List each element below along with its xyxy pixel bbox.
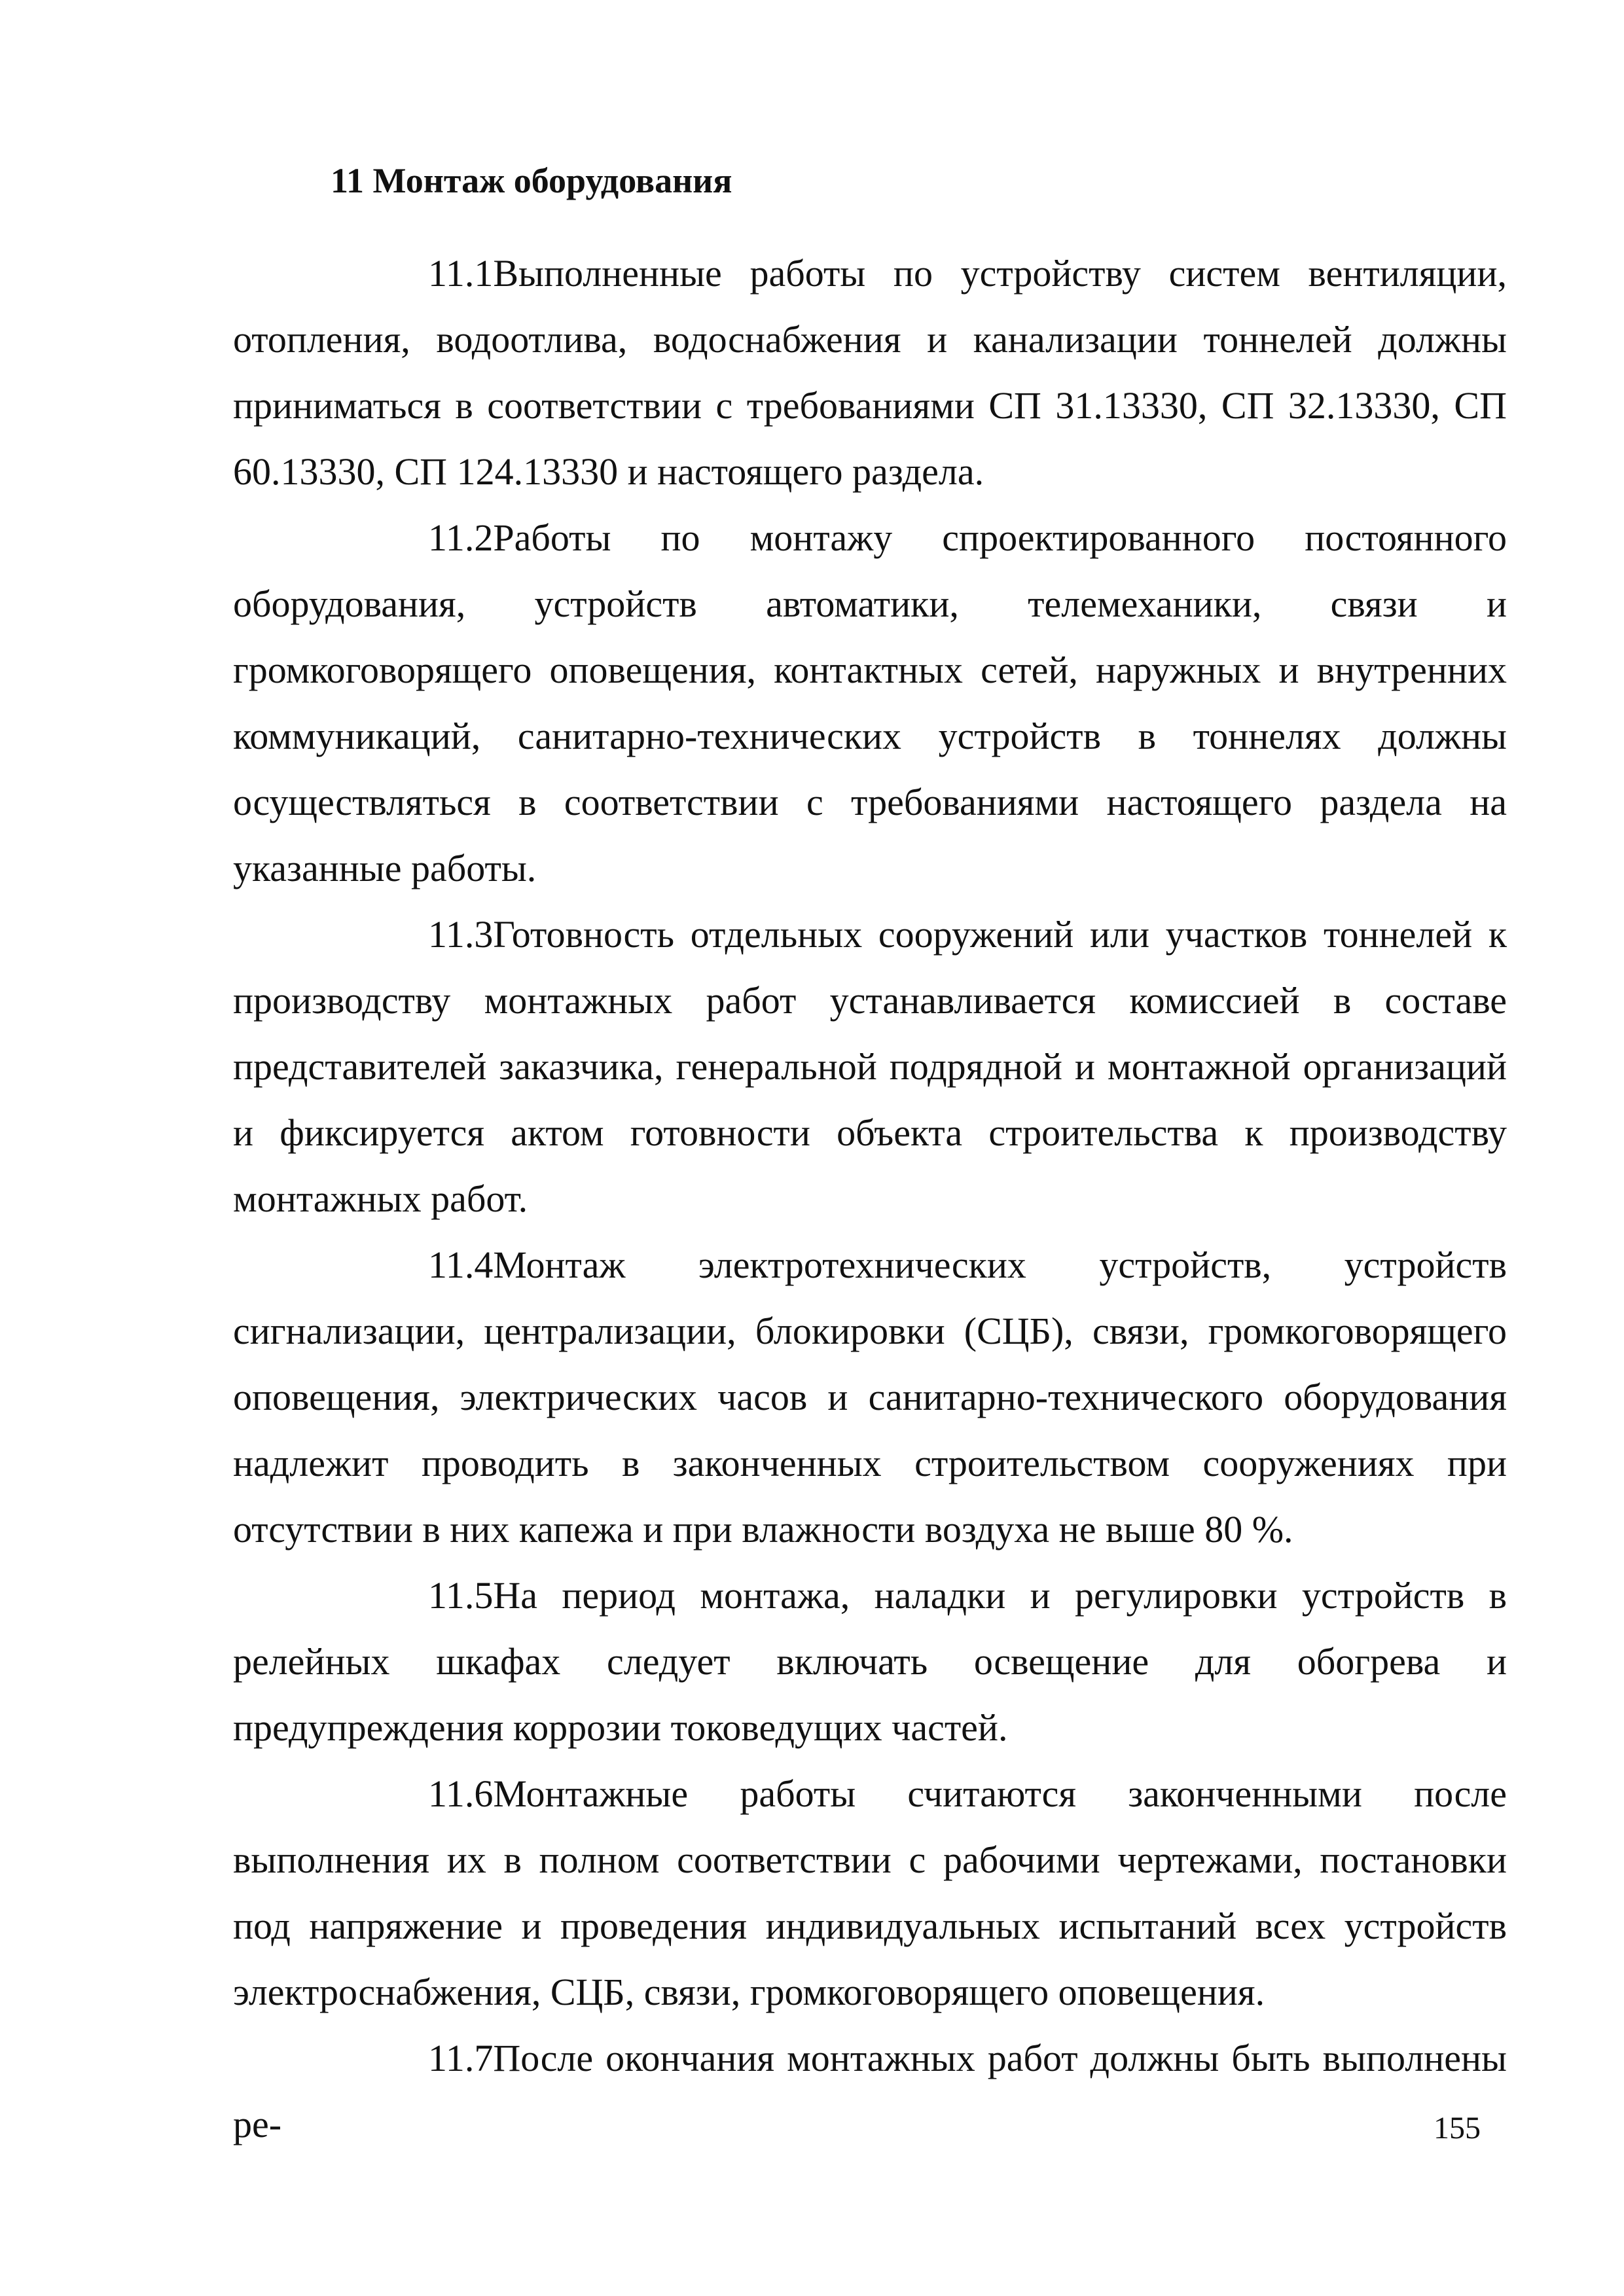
paragraph-11-4 [233,1232,1507,1562]
paragraph-number: 11.7 [428,2037,494,2079]
paragraph-11-7 [233,2025,1507,2157]
paragraph-text: Монтажные работы считаются законченными после выполнения их в полном соответствии с рабочими чертежами, постановки под напряжение и проведения индивидуальных испытаний всех устройств электроснабжения, СЦБ, связи, громкоговорящего оповещения. [233,1772,1507,2013]
section-heading: 11 Монтаж оборудования [331,161,732,200]
paragraph-text: На период монтажа, наладки и регулировки устройств в релейных шкафах следует включать освещение для обогрева и предупреждения коррозии токоведущих частей. [233,1574,1507,1749]
paragraph-number: 11.3 [428,913,494,956]
paragraph-text: Монтаж электротехнических устройств, устройств сигнализации, централизации, блокировки (СЦБ), связи, громкоговорящего оповещения, электрических часов и санитарно-технического оборудования надлежит проводить в законченных строительством сооружениях при отсутствии в них капежа и при влажности воздуха не выше 80 %. [233,1244,1507,1551]
paragraph-number: 11.5 [428,1574,494,1617]
paragraph-text: Выполненные работы по устройству систем вентиляции, отопления, водоотлива, водоснабжения и канализации тоннелей должны приниматься в соответствии с требованиями СП 31.13330, СП 32.13330, СП 60.13330, СП 124.13330 и настоящего раздела. [233,252,1507,493]
paragraph-11-5 [233,1562,1507,1761]
paragraph-11-6 [233,1761,1507,2025]
page-number: 155 [1434,2111,1481,2145]
paragraph-11-3 [233,901,1507,1232]
paragraph-number: 11.4 [428,1244,494,1286]
paragraph-number: 11.6 [428,1772,494,1815]
paragraph-number: 11.1 [428,252,494,295]
paragraph-11-1 [233,240,1507,505]
paragraph-text: Работы по монтажу спроектированного постоянного оборудования, устройств автоматики, телемеханики, связи и громкоговорящего оповещения, контактных сетей, наружных и внутренних коммуникаций, санитарно-технических устройств в тоннелях должны осуществляться в соответствии с требованиями настоящего раздела на указанные работы. [233,516,1507,889]
paragraph-number: 11.2 [428,516,494,559]
paragraph-text: Готовность отдельных сооружений или участков тоннелей к производству монтажных работ устанавливается комиссией в составе представителей заказчика, генеральной подрядной и монтажной организаций и фиксируется актом готовности объекта строительства к производству монтажных работ. [233,913,1507,1220]
section-body [233,240,1507,2157]
paragraph-text: После окончания монтажных работ должны быть выполнены ре- [233,2037,1507,2145]
paragraph-11-2 [233,505,1507,901]
